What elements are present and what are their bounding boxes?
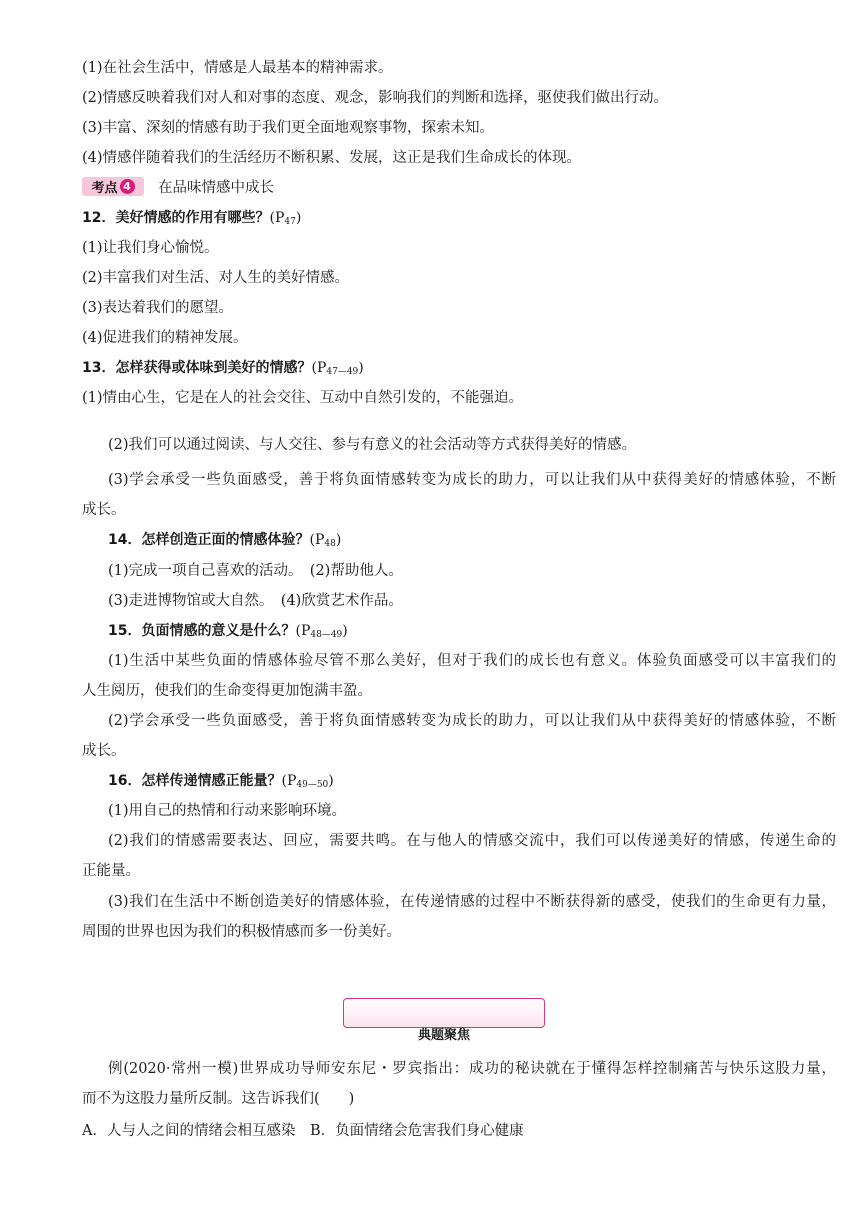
question-14	[108, 530, 341, 554]
q16-answer-1: (1)用自己的热情和行动来影响环境。	[108, 803, 347, 819]
example-line-2: 而不为这股力量所反制。这告诉我们( )	[82, 1091, 355, 1107]
question-16	[108, 771, 334, 795]
q13-answer-3-line-2: 成长。	[82, 502, 126, 518]
q12-answer-1: (1)让我们身心愉悦。	[82, 240, 219, 256]
q15-answer-2-line-2: 成长。	[82, 743, 126, 759]
q13-answer-2: (2)我们可以通过阅读、与人交往、参与有意义的社会活动等方式获得美好的情感。	[108, 437, 637, 453]
kaodian-title: 在品味情感中成长	[158, 180, 274, 196]
point-1: (1)在社会生活中，情感是人最基本的精神需求。	[82, 60, 393, 76]
question-12-title: 12．美好情感的作用有哪些？	[82, 210, 270, 226]
point-3: (3)丰富、深刻的情感有助于我们更全面地观察事物，探索未知。	[82, 120, 495, 136]
section-title: 典题聚焦	[417, 1028, 470, 1043]
q12-answer-2: (2)丰富我们对生活、对人生的美好情感。	[82, 270, 350, 286]
q14-answer-line-2: (3)走进博物馆或大自然。 (4)欣赏艺术作品。	[108, 593, 403, 609]
q12-answer-3: (3)表达着我们的愿望。	[82, 300, 234, 316]
q15-answer-1-line-1: (1)生活中某些负面的情感体验尽管不那么美好，但对于我们的成长也有意义。体验负面感受可以丰富我们的	[108, 653, 836, 669]
question-14-title: 14．怎样创造正面的情感体验？	[108, 532, 310, 548]
q13-answer-3-line-1: (3)学会承受一些负面感受，善于将负面情感转变为成长的助力，可以让我们从中获得美好的情感体验，不断	[108, 472, 836, 488]
q12-answer-4: (4)促进我们的精神发展。	[82, 330, 248, 346]
question-15	[108, 621, 348, 645]
page-ref: $(P_{47})$	[269, 210, 302, 227]
question-13	[82, 358, 364, 382]
kaodian-number: 4	[120, 179, 135, 194]
kaodian-badge	[82, 177, 144, 196]
point-4: (4)情感伴随着我们的生活经历不断积累、发展，这正是我们生命成长的体现。	[82, 150, 582, 166]
q16-answer-2-line-1: (2)我们的情感需要表达、回应，需要共鸣。在与他人的情感交流中，我们可以传递美好的情感，传递生命的	[108, 833, 836, 849]
question-13-title: 13．怎样获得或体味到美好的情感？	[82, 360, 312, 376]
q13-answer-1: (1)情由心生，它是在人的社会交往、互动中自然引发的，不能强迫。	[82, 390, 524, 406]
point-2: (2)情感反映着我们对人和对事的态度、观念，影响我们的判断和选择，驱使我们做出行动。	[82, 90, 669, 106]
q15-answer-1-line-2: 人生阅历，使我们的生命变得更加饱满丰盈。	[82, 683, 372, 699]
example-options: A．人与人之间的情绪会相互感染 B．负面情绪会危害我们身心健康	[82, 1123, 524, 1139]
question-12	[82, 208, 301, 232]
question-16-title: 16．怎样传递情感正能量？	[108, 773, 282, 789]
q15-answer-2-line-1: (2)学会承受一些负面感受，善于将负面情感转变为成长的助力，可以让我们从中获得美好的情感体验，不断	[108, 713, 836, 729]
question-15-title: 15．负面情感的意义是什么？	[108, 623, 296, 639]
page-ref: $(P_{49—50})$	[281, 773, 334, 790]
q16-answer-3-line-2: 周围的世界也因为我们的积极情感而多一份美好。	[82, 924, 401, 940]
kaodian-label: 考点	[91, 181, 118, 196]
q14-answer-line-1: (1)完成一项自己喜欢的活动。 (2)帮助他人。	[108, 563, 403, 579]
page-ref: $(P_{48})$	[309, 532, 342, 549]
page-ref: $(P_{48—49})$	[295, 623, 348, 640]
q16-answer-2-line-2: 正能量。	[82, 863, 140, 879]
page-ref: $(P_{47—49})$	[311, 360, 364, 377]
q16-answer-3-line-1: (3)我们在生活中不断创造美好的情感体验，在传递情感的过程中不断获得新的感受，使我们的生命更有力量，	[108, 894, 836, 910]
example-line-1: 例(2020·常州一模)世界成功导师安东尼・罗宾指出：成功的秘诀就在于懂得怎样控制痛苦与快乐这股力量，	[108, 1061, 836, 1077]
